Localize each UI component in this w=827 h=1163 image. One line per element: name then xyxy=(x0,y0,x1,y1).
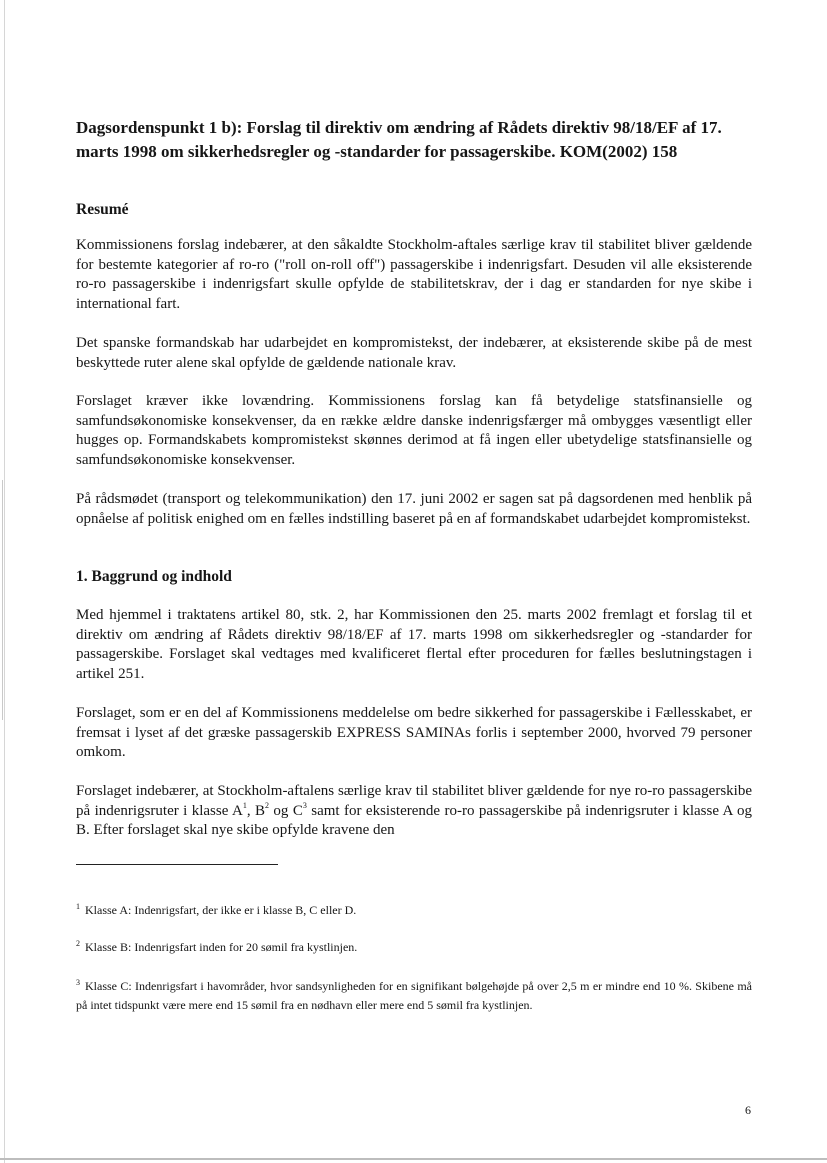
section-paragraph-2: Forslaget, som er en del af Kommissionens meddelelse om bedre sikkerhed for passagerskibe i Fællesskabet, er fremsat i lyset af det græske passagerskib EXPRESS SAMINAs forlis i september 2000, hvorved 79 personer omkom. xyxy=(76,705,752,761)
document-title: Dagsordenspunkt 1 b): Forslag til direktiv om ændring af Rådets direktiv 98/18/EF af 17. marts 1998 om sikkerhedsregler og -standarder for passagerskibe. KOM(2002) 158 xyxy=(76,118,722,161)
footnote-separator xyxy=(76,864,278,865)
footnote-mark: 1 xyxy=(76,902,80,911)
section-paragraph-3 xyxy=(76,782,752,841)
resume-paragraph-1: Kommissionens forslag indebærer, at den såkaldte Stockholm-aftales særlige krav til stabilitet bliver gældende for bestemte kategorier af ro-ro ("roll on-roll off") passagerskibe i indenrigsfart. Desuden vil alle eksisterende ro-ro passagerskibe i indenrigsfart skulle opfylde de stabilitetskrav, der i dag er standarden for nye skibe i international fart. xyxy=(76,237,752,312)
paragraph-text: Forslaget indebærer, at Stockholm-aftalens særlige krav til stabilitet bliver gældende for nye ro-ro passagerskibe på indenrigsruter i klasse A xyxy=(76,783,752,819)
footnote-2 xyxy=(76,934,752,957)
scan-edge-line xyxy=(4,0,5,1163)
resume-heading: Resumé xyxy=(76,201,129,218)
paragraph-text: samt for eksisterende ro-ro passagerskibe på indenrigsruter i klasse A og B. Efter forslaget skal nye skibe opfylde kravene den xyxy=(76,802,752,839)
footnote-ref-1[interactable]: 1 xyxy=(242,800,247,810)
page-number: 6 xyxy=(745,1103,751,1117)
footnote-ref-3[interactable]: 3 xyxy=(302,800,307,810)
footnote-mark: 3 xyxy=(76,978,80,987)
footnote-mark: 2 xyxy=(76,939,80,948)
resume-paragraph-3: Forslaget kræver ikke lovændring. Kommissionens forslag kan få betydelige statsfinansielle og samfundsøkonomiske konsekvenser, da en række ældre danske indenrigsfærger må ombygges væsentligt eller hugges op. Formandskabets kompromistekst skønnes derimod at få ingen eller ubetydelige statsfinansielle og samfundsøkonomiske konsekvenser. xyxy=(76,393,752,468)
footnote-3 xyxy=(76,973,752,1015)
paragraph-text: , B xyxy=(246,802,265,819)
resume-paragraph-2: Det spanske formandskab har udarbejdet en kompromistekst, der indebærer, at eksisterende skibe på de mest beskyttede ruter alene skal opfylde de gældende nationale krav. xyxy=(76,335,752,371)
scan-edge-line xyxy=(2,480,3,720)
footnote-text: Klasse C: Indenrigsfart i havområder, hvor sandsynligheden for en signifikant bølgehøjde på over 2,5 m er mindre end 10 %. Skibene må på intet tidspunkt være mere end 15 sømil fra en nødhavn eller mere end 5 sømil fra kystlinjen. xyxy=(76,979,752,1012)
section-heading: 1. Baggrund og indhold xyxy=(76,568,232,585)
footnote-text: Klasse A: Indenrigsfart, der ikke er i klasse B, C eller D. xyxy=(85,903,357,917)
footnote-text: Klasse B: Indenrigsfart inden for 20 sømil fra kystlinjen. xyxy=(85,940,358,954)
footnote-ref-2[interactable]: 2 xyxy=(265,800,269,810)
scan-bottom-edge xyxy=(0,1158,827,1160)
footnote-1 xyxy=(76,897,752,920)
paragraph-text: og C xyxy=(269,802,303,819)
section-paragraph-1: Med hjemmel i traktatens artikel 80, stk. 2, har Kommissionen den 25. marts 2002 fremlagt et forslag til et direktiv om ændring af Rådets direktiv 98/18/EF af 17. marts 1998 om sikkerhedsregler og -standarder for passagerskibe. Forslaget skal vedtages med kvalificeret flertal efter proceduren for fælles beslutningstagen i artikel 251. xyxy=(76,607,752,682)
resume-paragraph-4: På rådsmødet (transport og telekommunikation) den 17. juni 2002 er sagen sat på dagsordenen med henblik på opnåelse af politisk enighed om en fælles indstilling baseret på en af formandskabet udarbejdet kompromistekst. xyxy=(76,491,752,527)
